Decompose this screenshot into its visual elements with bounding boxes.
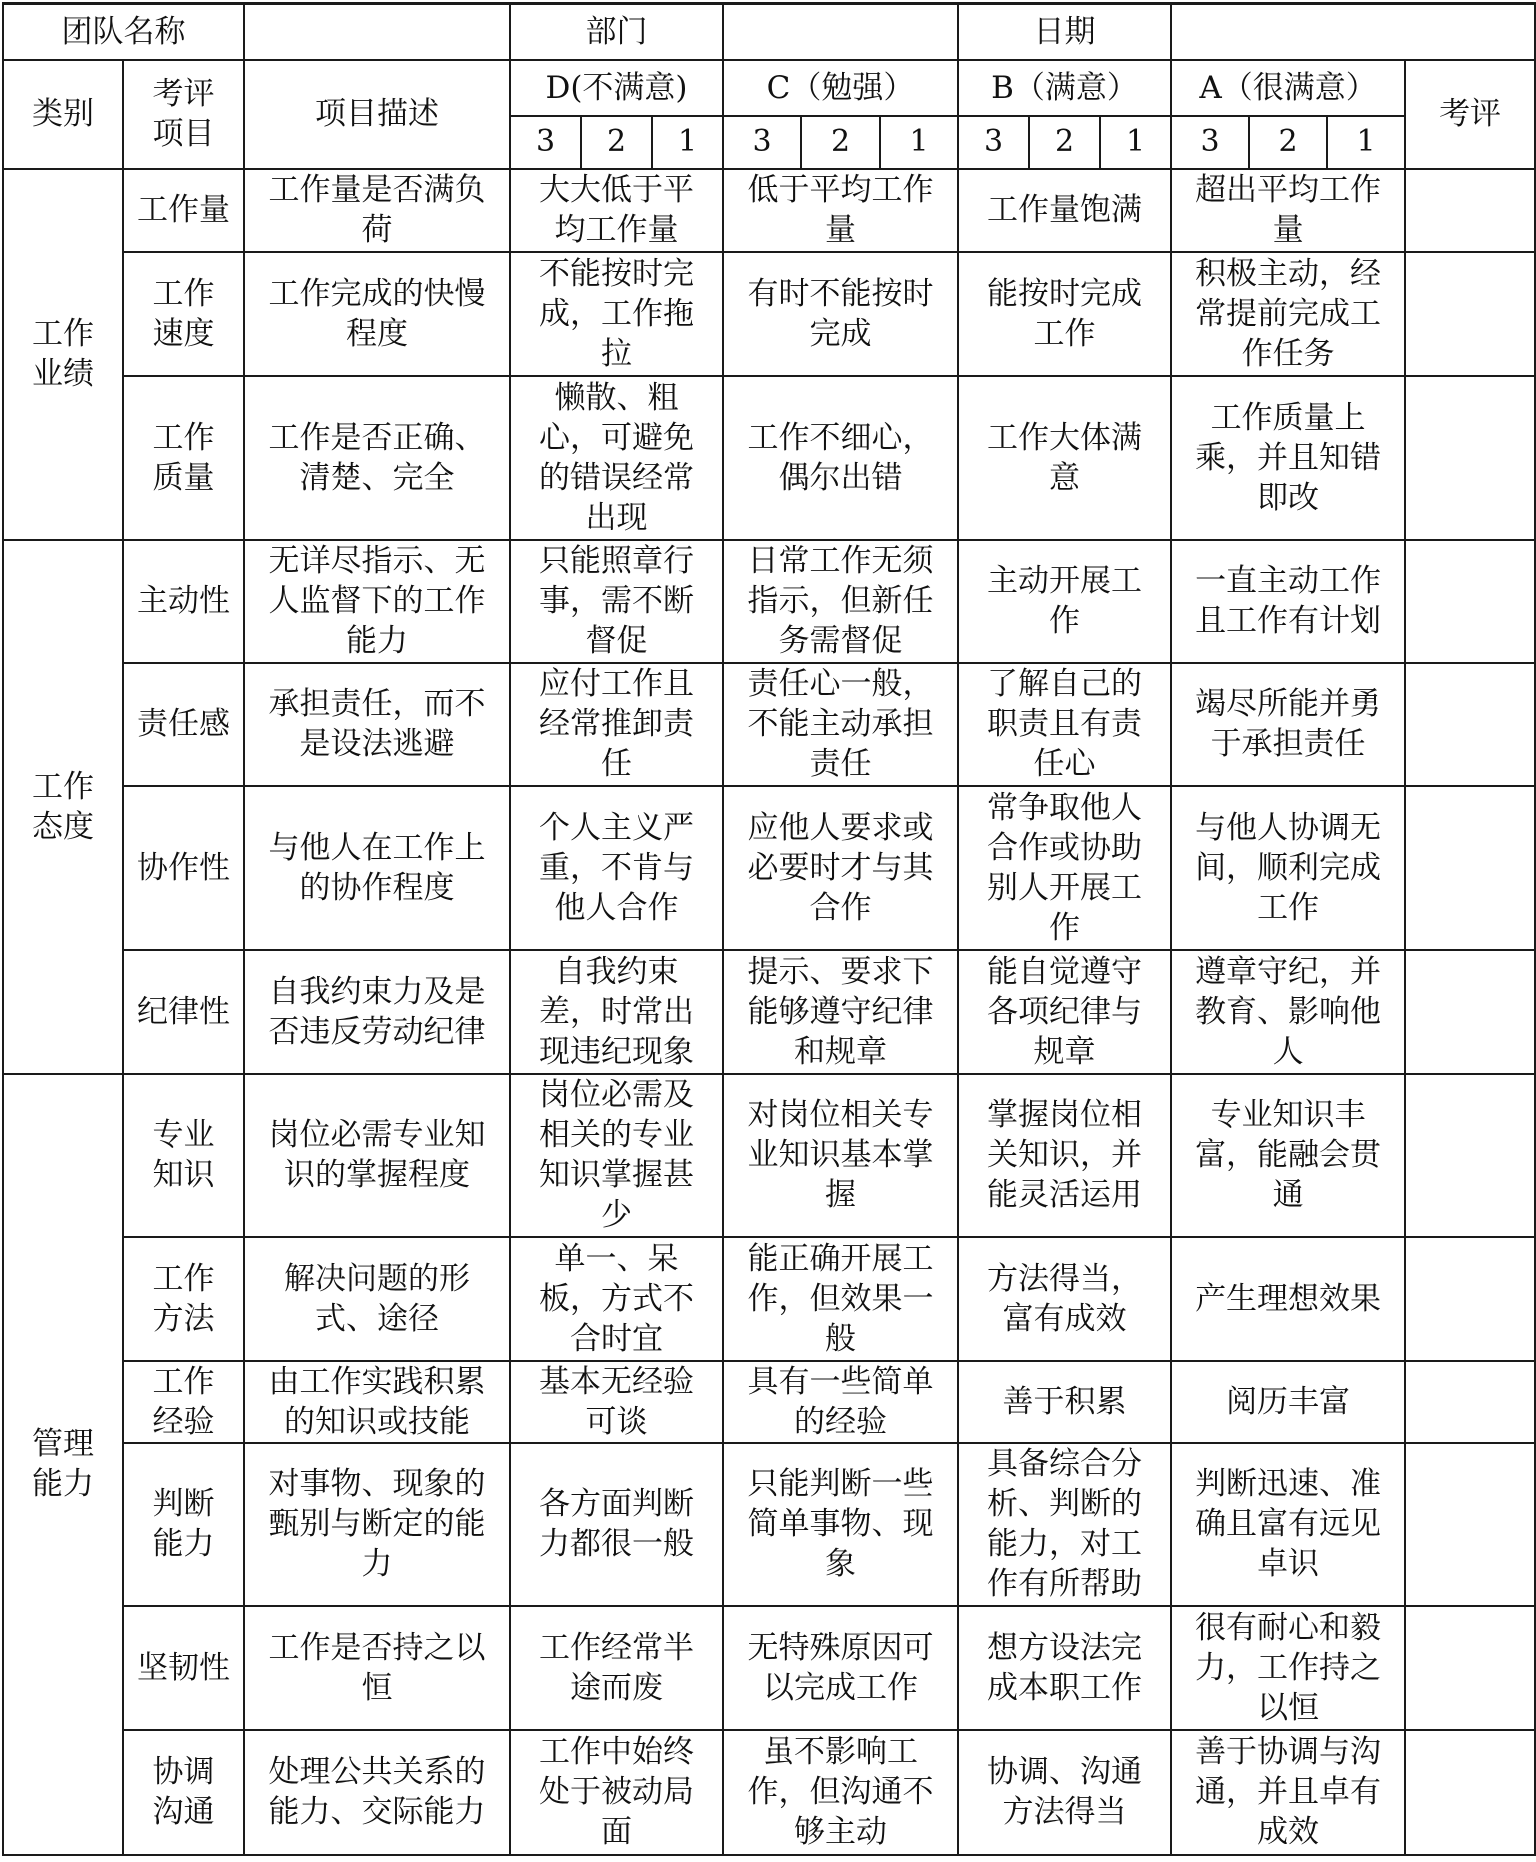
description-cell: 工作完成的快慢程度 — [244, 252, 510, 376]
table-row — [3, 1606, 1535, 1730]
grade-c-score-3: 3 — [723, 116, 801, 169]
table-row — [3, 540, 1535, 663]
item-name: 判断能力 — [152, 1486, 215, 1562]
score-cell — [1405, 169, 1535, 252]
grade-d-cell: 基本无经验可谈 — [510, 1361, 723, 1443]
description-cell: 岗位必需专业知识的掌握程度 — [244, 1074, 510, 1237]
item-name: 工作速度 — [152, 275, 215, 352]
grade-d-cell: 岗位必需及相关的专业知识掌握甚少 — [510, 1074, 723, 1237]
item-name: 纪律性 — [137, 993, 230, 1030]
grade-b-cell: 掌握岗位相关知识，并能灵活运用 — [958, 1074, 1171, 1237]
grade-d-score-1: 1 — [652, 116, 723, 169]
grade-c-cell: 责任心一般，不能主动承担责任 — [723, 663, 958, 786]
description-cell: 自我约束力及是否违反劳动纪律 — [244, 950, 510, 1074]
grade-b-cell: 了解自己的职责且有责任心 — [958, 663, 1171, 786]
table-row — [3, 376, 1535, 540]
table-row — [3, 252, 1535, 376]
grade-c-cell: 虽不影响工作，但沟通不够主动 — [723, 1730, 958, 1855]
grade-a-cell: 很有耐心和毅力，工作持之以恒 — [1171, 1606, 1405, 1730]
item-name: 坚韧性 — [137, 1649, 230, 1686]
item-name-cell — [123, 1730, 244, 1855]
grade-d-cell: 应付工作且经常推卸责任 — [510, 663, 723, 786]
header-row-info — [3, 4, 1535, 60]
grade-b-score-2: 2 — [1029, 116, 1100, 169]
grade-d-cell: 只能照章行事，需不断督促 — [510, 540, 723, 663]
category-label: 工作业绩 — [32, 316, 94, 392]
score-cell — [1405, 663, 1535, 786]
item-name-cell — [123, 950, 244, 1074]
evaluation-table — [2, 2, 1536, 1856]
grade-c-header: C（勉强） — [723, 60, 958, 116]
category-label: 工作态度 — [32, 768, 94, 845]
grade-a-cell: 阅历丰富 — [1171, 1361, 1405, 1443]
item-name-cell — [123, 1443, 244, 1606]
grade-a-score-3: 3 — [1171, 116, 1249, 169]
score-cell — [1405, 1361, 1535, 1443]
description-cell: 由工作实践积累的知识或技能 — [244, 1361, 510, 1443]
grade-a-cell: 产生理想效果 — [1171, 1237, 1405, 1361]
table-row — [3, 1361, 1535, 1443]
table-row — [3, 786, 1535, 950]
item-name-cell — [123, 786, 244, 950]
category-cell — [3, 540, 123, 1074]
grade-a-score-2: 2 — [1249, 116, 1327, 169]
item-name: 专业知识 — [152, 1117, 215, 1193]
grade-b-score-1: 1 — [1100, 116, 1171, 169]
item-name-cell — [123, 376, 244, 540]
grade-d-cell: 工作中始终处于被动局面 — [510, 1730, 723, 1855]
item-name-cell — [123, 1074, 244, 1237]
item-name-cell — [123, 540, 244, 663]
score-cell — [1405, 1443, 1535, 1606]
grade-b-cell: 主动开展工作 — [958, 540, 1171, 663]
item-name-cell — [123, 1361, 244, 1443]
grade-c-cell: 日常工作无须指示，但新任务需督促 — [723, 540, 958, 663]
table-row — [3, 1237, 1535, 1361]
grade-d-score-2: 2 — [581, 116, 652, 169]
score-cell — [1405, 376, 1535, 540]
grade-c-cell: 低于平均工作量 — [723, 169, 958, 252]
item-name: 主动性 — [137, 583, 230, 619]
department-label: 部门 — [510, 4, 723, 60]
category-label: 管理能力 — [32, 1426, 94, 1502]
grade-a-cell: 遵章守纪，并教育、影响他人 — [1171, 950, 1405, 1074]
evaluation-header: 考评 — [1405, 60, 1535, 169]
table-row — [3, 1443, 1535, 1606]
description-cell: 无详尽指示、无人监督下的工作能力 — [244, 540, 510, 663]
table-row — [3, 950, 1535, 1074]
table-row — [3, 169, 1535, 252]
grade-d-score-3: 3 — [510, 116, 581, 169]
grade-b-cell: 工作量饱满 — [958, 169, 1171, 252]
table-row — [3, 1730, 1535, 1855]
grade-b-cell: 常争取他人合作或协助别人开展工作 — [958, 786, 1171, 950]
grade-b-cell: 善于积累 — [958, 1361, 1171, 1443]
grade-c-cell: 只能判断一些简单事物、现象 — [723, 1443, 958, 1606]
department-value-cell — [723, 4, 958, 60]
grade-b-cell: 协调、沟通方法得当 — [958, 1730, 1171, 1855]
grade-c-cell: 应他人要求或必要时才与其合作 — [723, 786, 958, 950]
description-header: 项目描述 — [244, 60, 510, 169]
grade-b-cell: 具备综合分析、判断的能力，对工作有所帮助 — [958, 1443, 1171, 1606]
grade-d-cell: 单一、呆板，方式不合时宜 — [510, 1237, 723, 1361]
grade-c-cell: 有时不能按时完成 — [723, 252, 958, 376]
item-name-cell — [123, 252, 244, 376]
score-cell — [1405, 1237, 1535, 1361]
grade-b-cell: 能按时完成工作 — [958, 252, 1171, 376]
description-cell: 工作量是否满负荷 — [244, 169, 510, 252]
item-header-label: 考评项目 — [152, 76, 215, 152]
grade-b-cell: 能自觉遵守各项纪律与规章 — [958, 950, 1171, 1074]
grade-a-cell: 竭尽所能并勇于承担责任 — [1171, 663, 1405, 786]
grade-c-score-2: 2 — [801, 116, 880, 169]
grade-c-cell: 具有一些简单的经验 — [723, 1361, 958, 1443]
description-cell: 处理公共关系的能力、交际能力 — [244, 1730, 510, 1855]
description-cell: 与他人在工作上的协作程度 — [244, 786, 510, 950]
item-header — [123, 60, 244, 169]
grade-d-cell: 不能按时完成，工作拖拉 — [510, 252, 723, 376]
grade-a-cell: 工作质量上乘，并且知错即改 — [1171, 376, 1405, 540]
grade-b-cell: 方法得当，富有成效 — [958, 1237, 1171, 1361]
grade-b-cell: 工作大体满意 — [958, 376, 1171, 540]
score-cell — [1405, 1606, 1535, 1730]
grade-c-cell: 能正确开展工作，但效果一般 — [723, 1237, 958, 1361]
grade-d-cell: 各方面判断力都很一般 — [510, 1443, 723, 1606]
score-cell — [1405, 1074, 1535, 1237]
header-row-grades — [3, 60, 1535, 116]
item-name: 协作性 — [137, 849, 230, 886]
grade-b-header: B（满意） — [958, 60, 1171, 116]
grade-d-cell: 懒散、粗心，可避免的错误经常出现 — [510, 376, 723, 540]
grade-a-cell: 与他人协调无间，顺利完成工作 — [1171, 786, 1405, 950]
score-cell — [1405, 1730, 1535, 1855]
grade-c-cell: 提示、要求下能够遵守纪律和规章 — [723, 950, 958, 1074]
grade-d-cell: 自我约束差，时常出现违纪现象 — [510, 950, 723, 1074]
grade-a-header: A（很满意） — [1171, 60, 1405, 116]
score-cell — [1405, 950, 1535, 1074]
item-name-cell — [123, 1606, 244, 1730]
table-row — [3, 1074, 1535, 1237]
score-cell — [1405, 252, 1535, 376]
description-cell: 工作是否持之以恒 — [244, 1606, 510, 1730]
category-cell — [3, 1074, 123, 1855]
grade-b-score-3: 3 — [958, 116, 1029, 169]
grade-a-cell: 积极主动，经常提前完成工作任务 — [1171, 252, 1405, 376]
grade-d-cell: 大大低于平均工作量 — [510, 169, 723, 252]
grade-d-cell: 工作经常半途而废 — [510, 1606, 723, 1730]
grade-a-cell: 善于协调与沟通，并且卓有成效 — [1171, 1730, 1405, 1855]
grade-a-cell: 专业知识丰富，能融会贯通 — [1171, 1074, 1405, 1237]
description-cell: 解决问题的形式、途径 — [244, 1237, 510, 1361]
item-name-cell — [123, 663, 244, 786]
table-row — [3, 663, 1535, 786]
item-name: 工作经验 — [152, 1363, 215, 1440]
description-cell: 工作是否正确、清楚、完全 — [244, 376, 510, 540]
grade-a-score-1: 1 — [1327, 116, 1405, 169]
grade-b-cell: 想方设法完成本职工作 — [958, 1606, 1171, 1730]
item-name: 责任感 — [137, 706, 230, 742]
item-name: 工作量 — [137, 192, 230, 228]
team-name-value-cell — [244, 4, 510, 60]
date-label: 日期 — [958, 4, 1171, 60]
grade-c-cell: 工作不细心，偶尔出错 — [723, 376, 958, 540]
category-header: 类别 — [3, 60, 123, 169]
grade-d-header: D(不满意) — [510, 60, 723, 116]
item-name-cell — [123, 169, 244, 252]
item-name: 工作方法 — [152, 1260, 215, 1337]
date-value-cell — [1171, 4, 1535, 60]
team-name-label: 团队名称 — [3, 4, 244, 60]
grade-d-cell: 个人主义严重，不肯与他人合作 — [510, 786, 723, 950]
category-cell — [3, 169, 123, 540]
item-name: 协调沟通 — [152, 1754, 215, 1830]
grade-a-cell: 判断迅速、准确且富有远见卓识 — [1171, 1443, 1405, 1606]
grade-c-cell: 无特殊原因可以完成工作 — [723, 1606, 958, 1730]
grade-a-cell: 超出平均工作量 — [1171, 169, 1405, 252]
grade-a-cell: 一直主动工作且工作有计划 — [1171, 540, 1405, 663]
grade-c-score-1: 1 — [880, 116, 958, 169]
item-name: 工作质量 — [152, 419, 215, 496]
grade-c-cell: 对岗位相关专业知识基本掌握 — [723, 1074, 958, 1237]
score-cell — [1405, 786, 1535, 950]
item-name-cell — [123, 1237, 244, 1361]
score-cell — [1405, 540, 1535, 663]
description-cell: 对事物、现象的甄别与断定的能力 — [244, 1443, 510, 1606]
description-cell: 承担责任，而不是设法逃避 — [244, 663, 510, 786]
